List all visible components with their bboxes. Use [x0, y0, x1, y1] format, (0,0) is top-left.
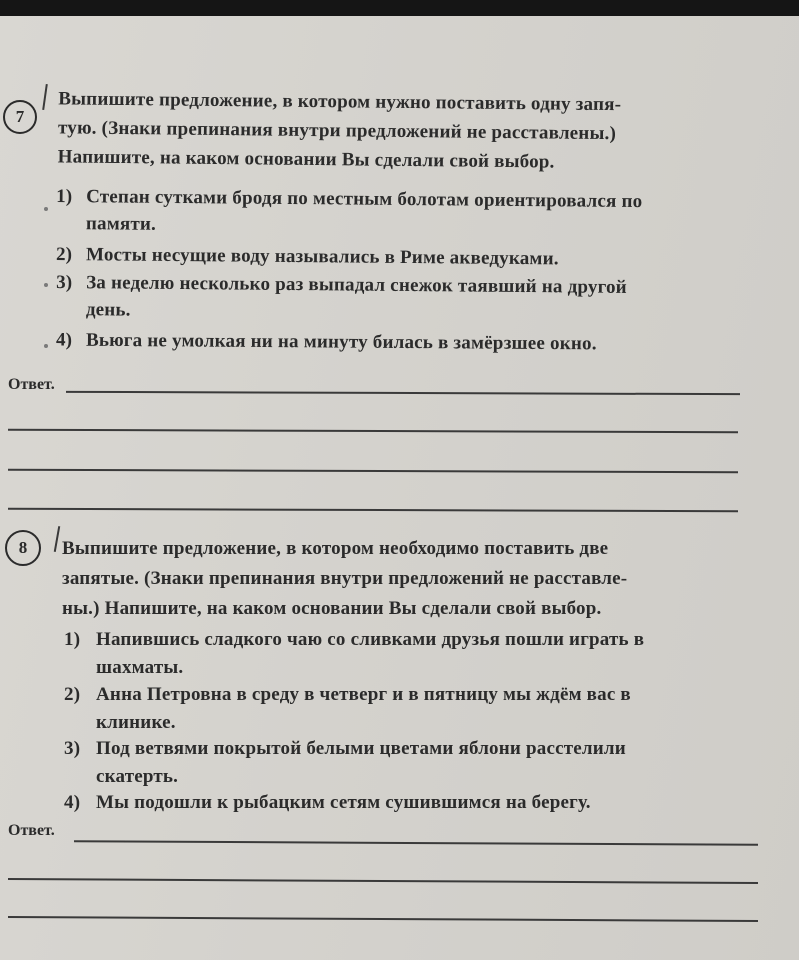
background-strip [0, 0, 799, 16]
task-8-option-4: 4) Мы подошли к рыбацким сетям сушившимся на берегу. [64, 792, 591, 813]
pencil-dot [44, 283, 48, 287]
pencil-mark [54, 526, 60, 552]
task-7-answer-line-3[interactable] [8, 469, 738, 473]
task-7-option-3: 3) За неделю несколько раз выпадал снежок таявший на другой день. [56, 271, 627, 321]
task-7-number: 7 [3, 100, 37, 134]
task-8-answer-line-1[interactable] [74, 840, 758, 845]
pencil-dot [44, 207, 48, 211]
task-7-answer-label: Ответ. [8, 376, 55, 393]
pencil-mark [42, 84, 47, 110]
task-7-option-2: 2) Мосты несущие воду назывались в Риме акведуками. [55, 243, 559, 270]
task-8-prompt: Выпишите предложение, в котором необходимо поставить две запятые. (Знаки препинания внутри предложений не расставле- ны.) Напишите, на каком основании Вы сделали свой выбор. [62, 538, 628, 619]
task-7-answer-line-4[interactable] [8, 508, 738, 512]
task-8-option-2: 2) Анна Петровна в среду в четверг и в пятницу мы ждём вас в клинике. [64, 684, 631, 733]
task-7-option-1: 1) Степан сутками бродя по местным болотам ориентировался по памяти. [56, 185, 643, 235]
pencil-dot [44, 344, 48, 348]
task-7-answer-line-1[interactable] [66, 391, 740, 395]
task-8-answer-line-3[interactable] [8, 916, 758, 921]
textbook-page [0, 16, 799, 960]
task-7-answer-line-2[interactable] [8, 429, 738, 433]
task-8-option-3: 3) Под ветвями покрытой белыми цветами яблони расстелили скатерть. [64, 738, 626, 787]
task-8-answer-line-2[interactable] [8, 878, 758, 883]
task-7-prompt: Выпишите предложение, в котором нужно поставить одну запя- тую. (Знаки препинания внутри предложений не расставлены.) Напишите, на каком основании Вы сделали свой выбор. [57, 88, 622, 173]
task-8-option-1: 1) Напившись сладкого чаю со сливками друзья пошли играть в шахматы. [64, 629, 645, 678]
task-8-answer-label: Ответ. [8, 822, 55, 839]
task-8-number: 8 [5, 530, 41, 566]
task-7-option-4: 4) Вьюга не умолкая ни на минуту билась в замёрзшее окно. [55, 329, 597, 355]
